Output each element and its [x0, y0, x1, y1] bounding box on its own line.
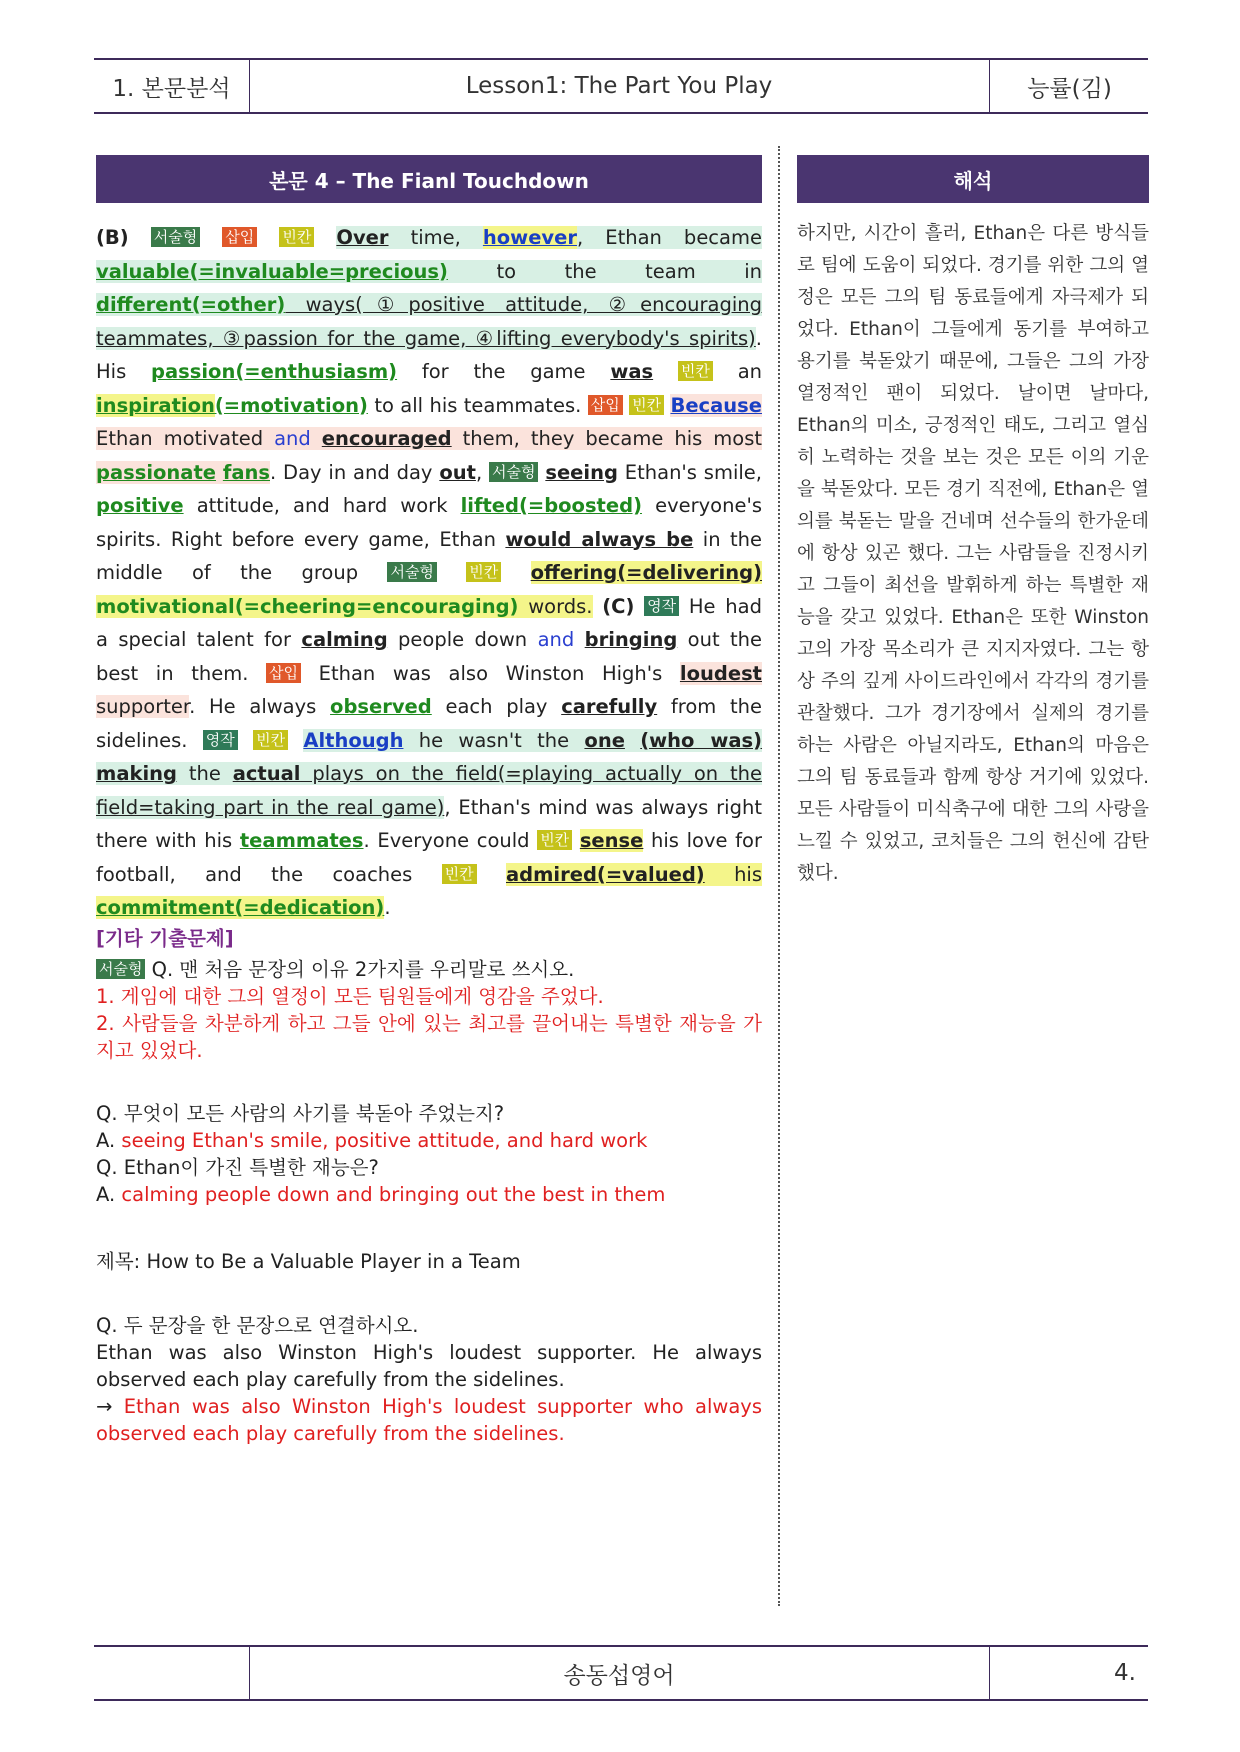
text: supporter: [96, 695, 190, 718]
word-making: making: [96, 762, 177, 785]
word-loudest: loudest: [679, 661, 762, 685]
text: attitude, and hard work: [183, 494, 461, 517]
text: . Day in and day: [270, 460, 440, 484]
text: the: [176, 762, 233, 785]
exam-a1-1: 1. 게임에 대한 그의 열정이 모든 팀원들에게 영감을 주었다.: [96, 985, 604, 1008]
answer-label: A.: [96, 1183, 122, 1206]
tag-insert: 삽입: [266, 663, 301, 683]
word-valuable: valuable(=invaluable=precious): [96, 259, 448, 283]
word-motivation: (=motivation): [214, 393, 368, 417]
exam-a2: [96, 1127, 762, 1154]
footer-brand: 송동섭영어: [563, 1662, 675, 1689]
passage-body: [96, 221, 762, 925]
word-admired: admired(=valued): [506, 862, 705, 886]
text: time,: [388, 226, 483, 249]
text: out the best in them.: [96, 628, 763, 685]
text: , Ethan's mind was always right there with his: [96, 795, 762, 852]
phrase-on-the-field: plays on the field(=playing actually on the field=taking part in the real game): [96, 762, 762, 819]
answer-text: calming people down and bringing out the best in them: [121, 1183, 666, 1206]
arrow: →: [96, 1395, 124, 1418]
header-lesson: Lesson1: The Part You Play: [465, 73, 773, 99]
exam-a4: [96, 1393, 762, 1447]
word-lifted: lifted(=boosted): [460, 494, 642, 517]
tag-descriptive: 서술형: [151, 227, 200, 247]
text: each play: [431, 695, 562, 718]
word-although: Although: [303, 728, 404, 752]
word-positive: positive: [96, 494, 184, 517]
translation-title-bar: 해석: [797, 155, 1149, 203]
text: them, they became his most: [451, 427, 763, 450]
tag-insert: 삽입: [588, 395, 623, 415]
text: , Ethan became: [576, 226, 762, 249]
exam-q4-text: Ethan was also Winston High's loudest supporter. He always observed each play carefully from the sidelines.: [96, 1341, 762, 1391]
text: .: [575, 393, 588, 417]
exam-a1-2: 2. 사람들을 차분하게 하고 그들 안에 있는 최고를 끌어내는 특별한 재능을 가지고 있었다.: [96, 1012, 762, 1062]
text: to all his teammates: [367, 393, 576, 417]
exam-a3: [96, 1181, 762, 1208]
word-actual: actual: [232, 762, 301, 785]
phrase-who-was: (who was): [640, 728, 763, 752]
word-fans: fans: [222, 460, 270, 484]
tag-descriptive: 서술형: [96, 959, 145, 979]
text: to the team in: [447, 259, 762, 283]
exam-title-line: 제목: How to Be a Valuable Player in a Team: [96, 1250, 521, 1273]
text: he wasn't the: [403, 728, 585, 752]
exam-section: [96, 925, 762, 1064]
word-was: was: [610, 360, 654, 383]
word-passion: passion(=enthusiasm): [151, 360, 398, 383]
header-teacher: 능률(김): [989, 60, 1149, 112]
text: He had a special talent for: [96, 594, 762, 651]
footer-blank: [94, 1647, 250, 1699]
text: everyone's spirits. Right before every game, Ethan: [96, 494, 762, 551]
tag-blank: 빈칸: [629, 395, 664, 415]
answer-label: A.: [96, 1129, 122, 1152]
tag-blank: 빈칸: [537, 830, 572, 850]
exam-q4-block: [96, 1312, 762, 1447]
text: .: [384, 896, 391, 919]
text: his: [704, 862, 763, 886]
text: . He always: [189, 695, 331, 718]
text: words.: [518, 594, 593, 618]
word-however: however: [482, 226, 577, 249]
tag-blank: 빈칸: [678, 361, 713, 381]
exam-q3: Q. Ethan이 가진 특별한 재능은?: [96, 1156, 379, 1179]
text: Ethan's smile,: [617, 460, 762, 484]
tag-composition: 영작: [644, 596, 679, 616]
text: ,: [475, 460, 489, 484]
text: his love for football, and the coaches: [96, 829, 762, 886]
phrase-would-always-be: would always be: [505, 527, 694, 551]
word-commitment: commitment(=dedication): [96, 896, 385, 919]
word-bringing: bringing: [584, 628, 678, 651]
tag-blank: 빈칸: [466, 562, 501, 582]
page-header: [94, 58, 1148, 114]
word-over: Over: [336, 226, 389, 249]
word-motivational: motivational(=cheering=encouraging): [96, 594, 519, 618]
text: from the sidelines.: [96, 695, 762, 752]
text: Ethan was also Winston High's: [301, 661, 680, 685]
tag-blank: 빈칸: [442, 864, 477, 884]
word-teammates: teammates: [239, 829, 364, 852]
word-different: different(=other): [96, 293, 286, 316]
paragraph-marker: (C): [602, 594, 635, 618]
exam-q2-block: [96, 1100, 762, 1208]
exam-q2: Q. 무엇이 모든 사람의 사기를 북돋아 주었는지?: [96, 1102, 505, 1125]
text: people down: [387, 628, 538, 651]
passage-title-bar: 본문 4 – The Fianl Touchdown: [96, 155, 762, 203]
text: an: [712, 360, 762, 383]
word-observed: observed: [330, 695, 432, 718]
exam-q4: Q. 두 문장을 한 문장으로 연결하시오.: [96, 1314, 419, 1337]
text: . His: [96, 326, 762, 383]
column-divider: [778, 146, 780, 1606]
word-passionate: passionate: [96, 460, 216, 484]
text: for the game: [397, 360, 611, 383]
answer-text: Ethan was also Winston High's loudest supporter who always observed each play carefully from the sidelines.: [96, 1395, 762, 1445]
word-sense: sense: [579, 829, 644, 852]
word-offering: offering(=delivering): [530, 561, 762, 584]
word-inspiration: inspiration: [96, 393, 215, 417]
word-calming: calming: [301, 628, 388, 651]
tag-blank: 빈칸: [253, 730, 288, 750]
page-footer: [94, 1645, 1148, 1701]
question-text: Q. 맨 처음 문장의 이유 2가지를 우리말로 쓰시오.: [145, 958, 575, 981]
tag-insert: 삽입: [222, 227, 257, 247]
text: . Everyone could: [363, 829, 538, 852]
tag-blank: 빈칸: [279, 227, 314, 247]
word-because: Because: [670, 393, 762, 417]
word-and: and: [274, 427, 311, 450]
word-one: one: [584, 728, 625, 752]
tag-composition: 영작: [203, 730, 238, 750]
exam-title: [기타 기출문제]: [96, 927, 234, 950]
answer-text: seeing Ethan's smile, positive attitude, and hard work: [121, 1129, 648, 1152]
word-seeing: seeing: [545, 460, 618, 484]
text: Ethan motivated: [96, 427, 275, 450]
word-encouraged: encouraged: [321, 427, 452, 450]
tag-descriptive: 서술형: [489, 462, 538, 482]
word-and: and: [537, 628, 575, 651]
exam-q1: [96, 956, 762, 983]
header-section: 1. 본문분석: [94, 60, 250, 112]
text: in the middle of the group: [96, 527, 762, 584]
paragraph-marker: (B): [96, 226, 129, 249]
page-number: 4.: [989, 1647, 1148, 1699]
word-carefully: carefully: [561, 695, 658, 718]
phrase-ways: ways(①positive attitude, ②encouraging teammates, ③passion for the game, ④lifting everybody's spirits): [96, 293, 762, 350]
tag-descriptive: 서술형: [387, 562, 436, 582]
translation-text: 하지만, 시간이 흘러, Ethan은 다른 방식들로 팀에 도움이 되었다. 경기를 위한 그의 열정은 모든 그의 팀 동료들에게 자극제가 되었다. Ethan이 그들에게 동기를 부여하고 용기를 북돋았기 때문에, 그들은 그의 가장 열정적인 팬이 되었다. 날이면 날마다, Ethan의 미소, 긍정적인 태도, 그리고 열심히 노력하는 것을 보는 것은 모든 이의 기운을 북돋았다. 모든 경기 직전에, Ethan은 열의를 북돋는 말을 건네며 선수들의 한가운데에 항상 있곤 했다. 그는 사람들을 진정시키고 그들이 최선을 발휘하게 하는 특별한 재능을 갖고 있었다. Ethan은 또한 Winston고의 가장 목소리가 큰 지지자였다. 그는 항상 주의 깊게 사이드라인에서 각각의 경기를 관찰했다. 그가 경기장에서 실제의 경기를 하는 사람은 아닐지라도, Ethan의 마음은 그의 팀 동료들과 함께 항상 거기에 있었다. 모든 사람들이 미식축구에 대한 그의 사랑을 느낄 수 있었고, 코치들은 그의 헌신에 감탄했다.: [797, 223, 1149, 884]
word-out: out: [439, 460, 476, 484]
